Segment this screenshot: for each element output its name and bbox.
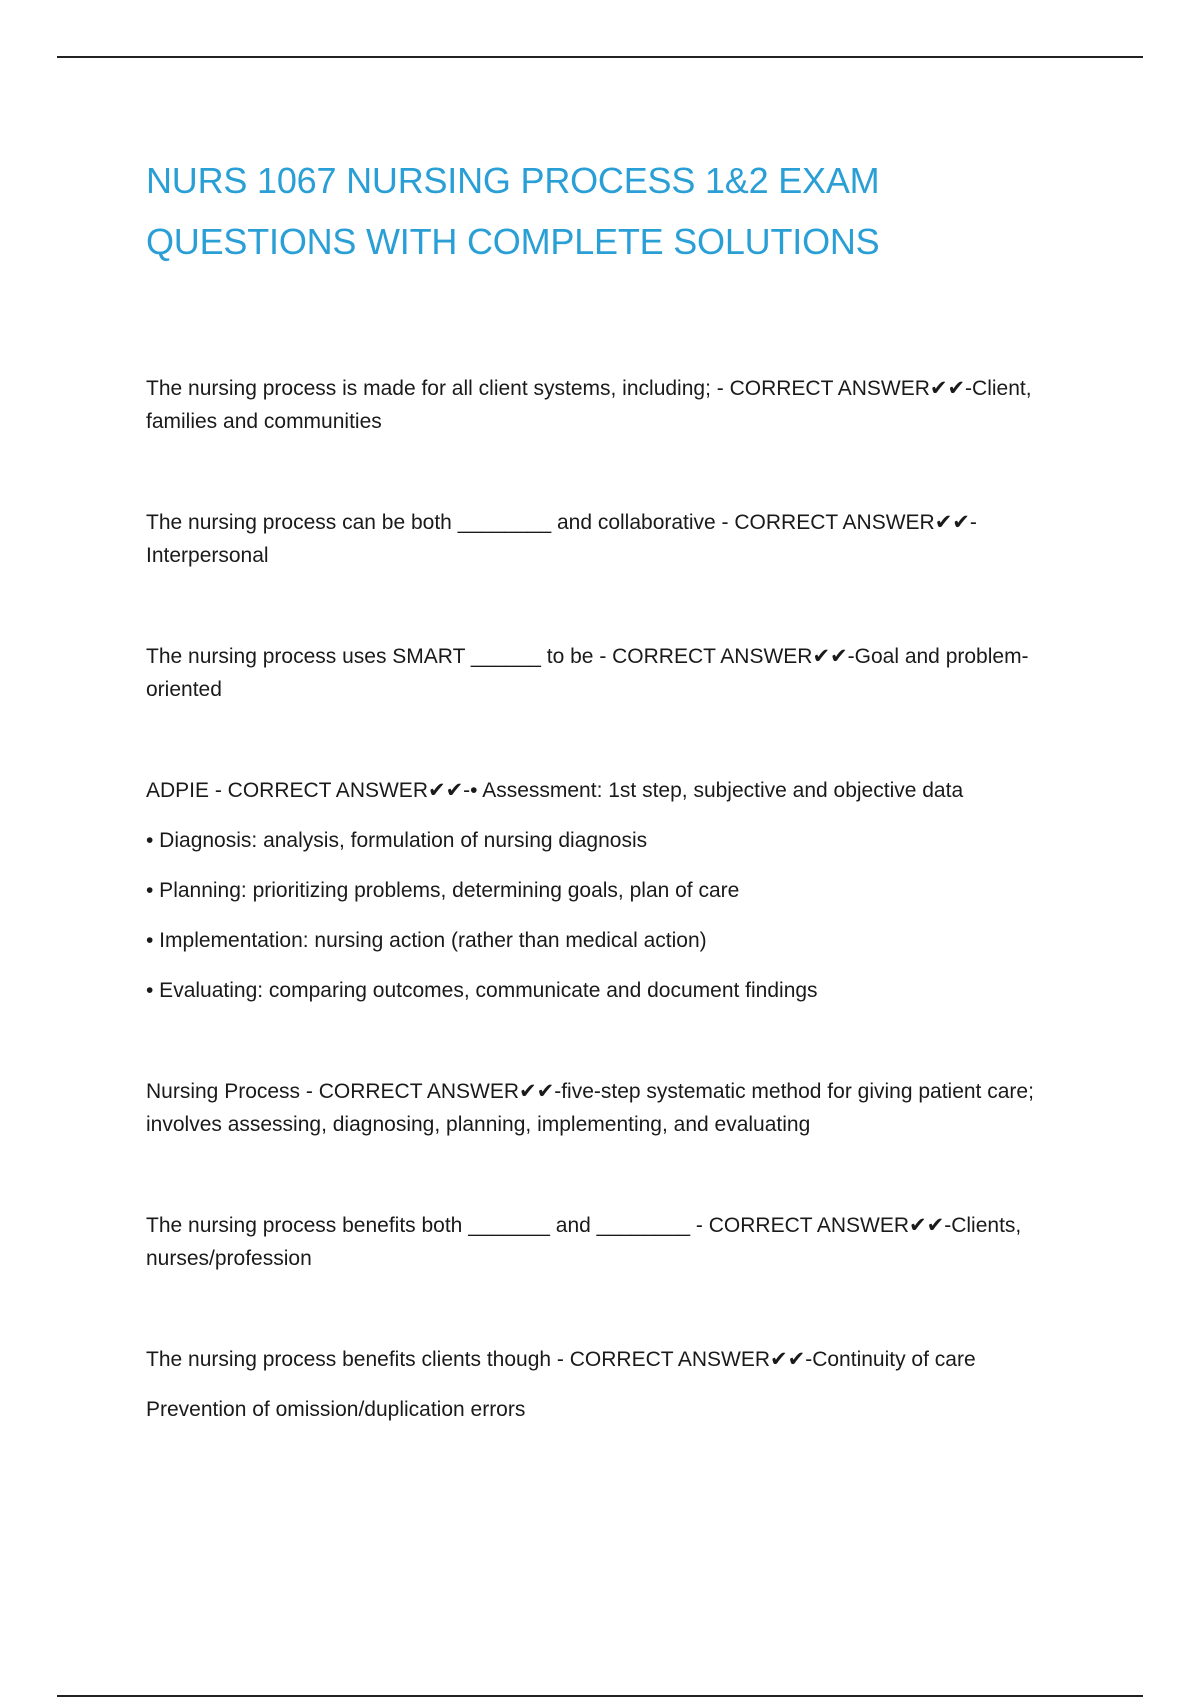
adpie-line-evaluating: • Evaluating: comparing outcomes, communicate and document findings: [146, 979, 818, 1002]
qa-text: The nursing process uses SMART ______ to be - CORRECT ANSWER✔✔-Goal and problem-oriented: [146, 645, 1029, 701]
adpie-line-planning: • Planning: prioritizing problems, determining goals, plan of care: [146, 879, 740, 902]
adpie-line-diagnosis: • Diagnosis: analysis, formulation of nursing diagnosis: [146, 829, 648, 852]
question-list: [146, 372, 1076, 1426]
qa-text: The nursing process benefits both _______ and ________ - CORRECT ANSWER✔✔-Clients, nurses/profession: [146, 1214, 1022, 1270]
adpie-line-assessment: ADPIE - CORRECT ANSWER✔✔-• Assessment: 1st step, subjective and objective data: [146, 779, 964, 802]
bottom-rule: [57, 1695, 1143, 1697]
qa-item-5: [146, 1075, 1076, 1141]
qa-item-6: [146, 1209, 1076, 1275]
title-line-2: QUESTIONS WITH COMPLETE SOLUTIONS: [146, 221, 880, 262]
qa-text: The nursing process is made for all client systems, including; - CORRECT ANSWER✔✔-Client, families and communities: [146, 377, 1032, 433]
qa-item-7: [146, 1343, 1076, 1426]
qa-text: The nursing process benefits clients though - CORRECT ANSWER✔✔-Continuity of care: [146, 1348, 976, 1371]
qa-item-1: [146, 372, 1076, 438]
qa-item-3: [146, 640, 1076, 706]
qa-text: The nursing process can be both ________ and collaborative - CORRECT ANSWER✔✔-Interpersonal: [146, 511, 977, 567]
adpie-line-implementation: • Implementation: nursing action (rather than medical action): [146, 929, 707, 952]
qa-item-adpie: [146, 774, 1076, 1007]
qa-text-continued: Prevention of omission/duplication errors: [146, 1398, 526, 1421]
qa-text: Nursing Process - CORRECT ANSWER✔✔-five-step systematic method for giving patient care; involves assessing, diagnosing, planning, implementing, and evaluating: [146, 1080, 1034, 1136]
document-title: [146, 150, 1076, 272]
title-line-1: NURS 1067 NURSING PROCESS 1&2 EXAM: [146, 160, 880, 201]
document-body: [146, 150, 1076, 1494]
qa-item-2: [146, 506, 1076, 572]
top-rule: [57, 56, 1143, 58]
